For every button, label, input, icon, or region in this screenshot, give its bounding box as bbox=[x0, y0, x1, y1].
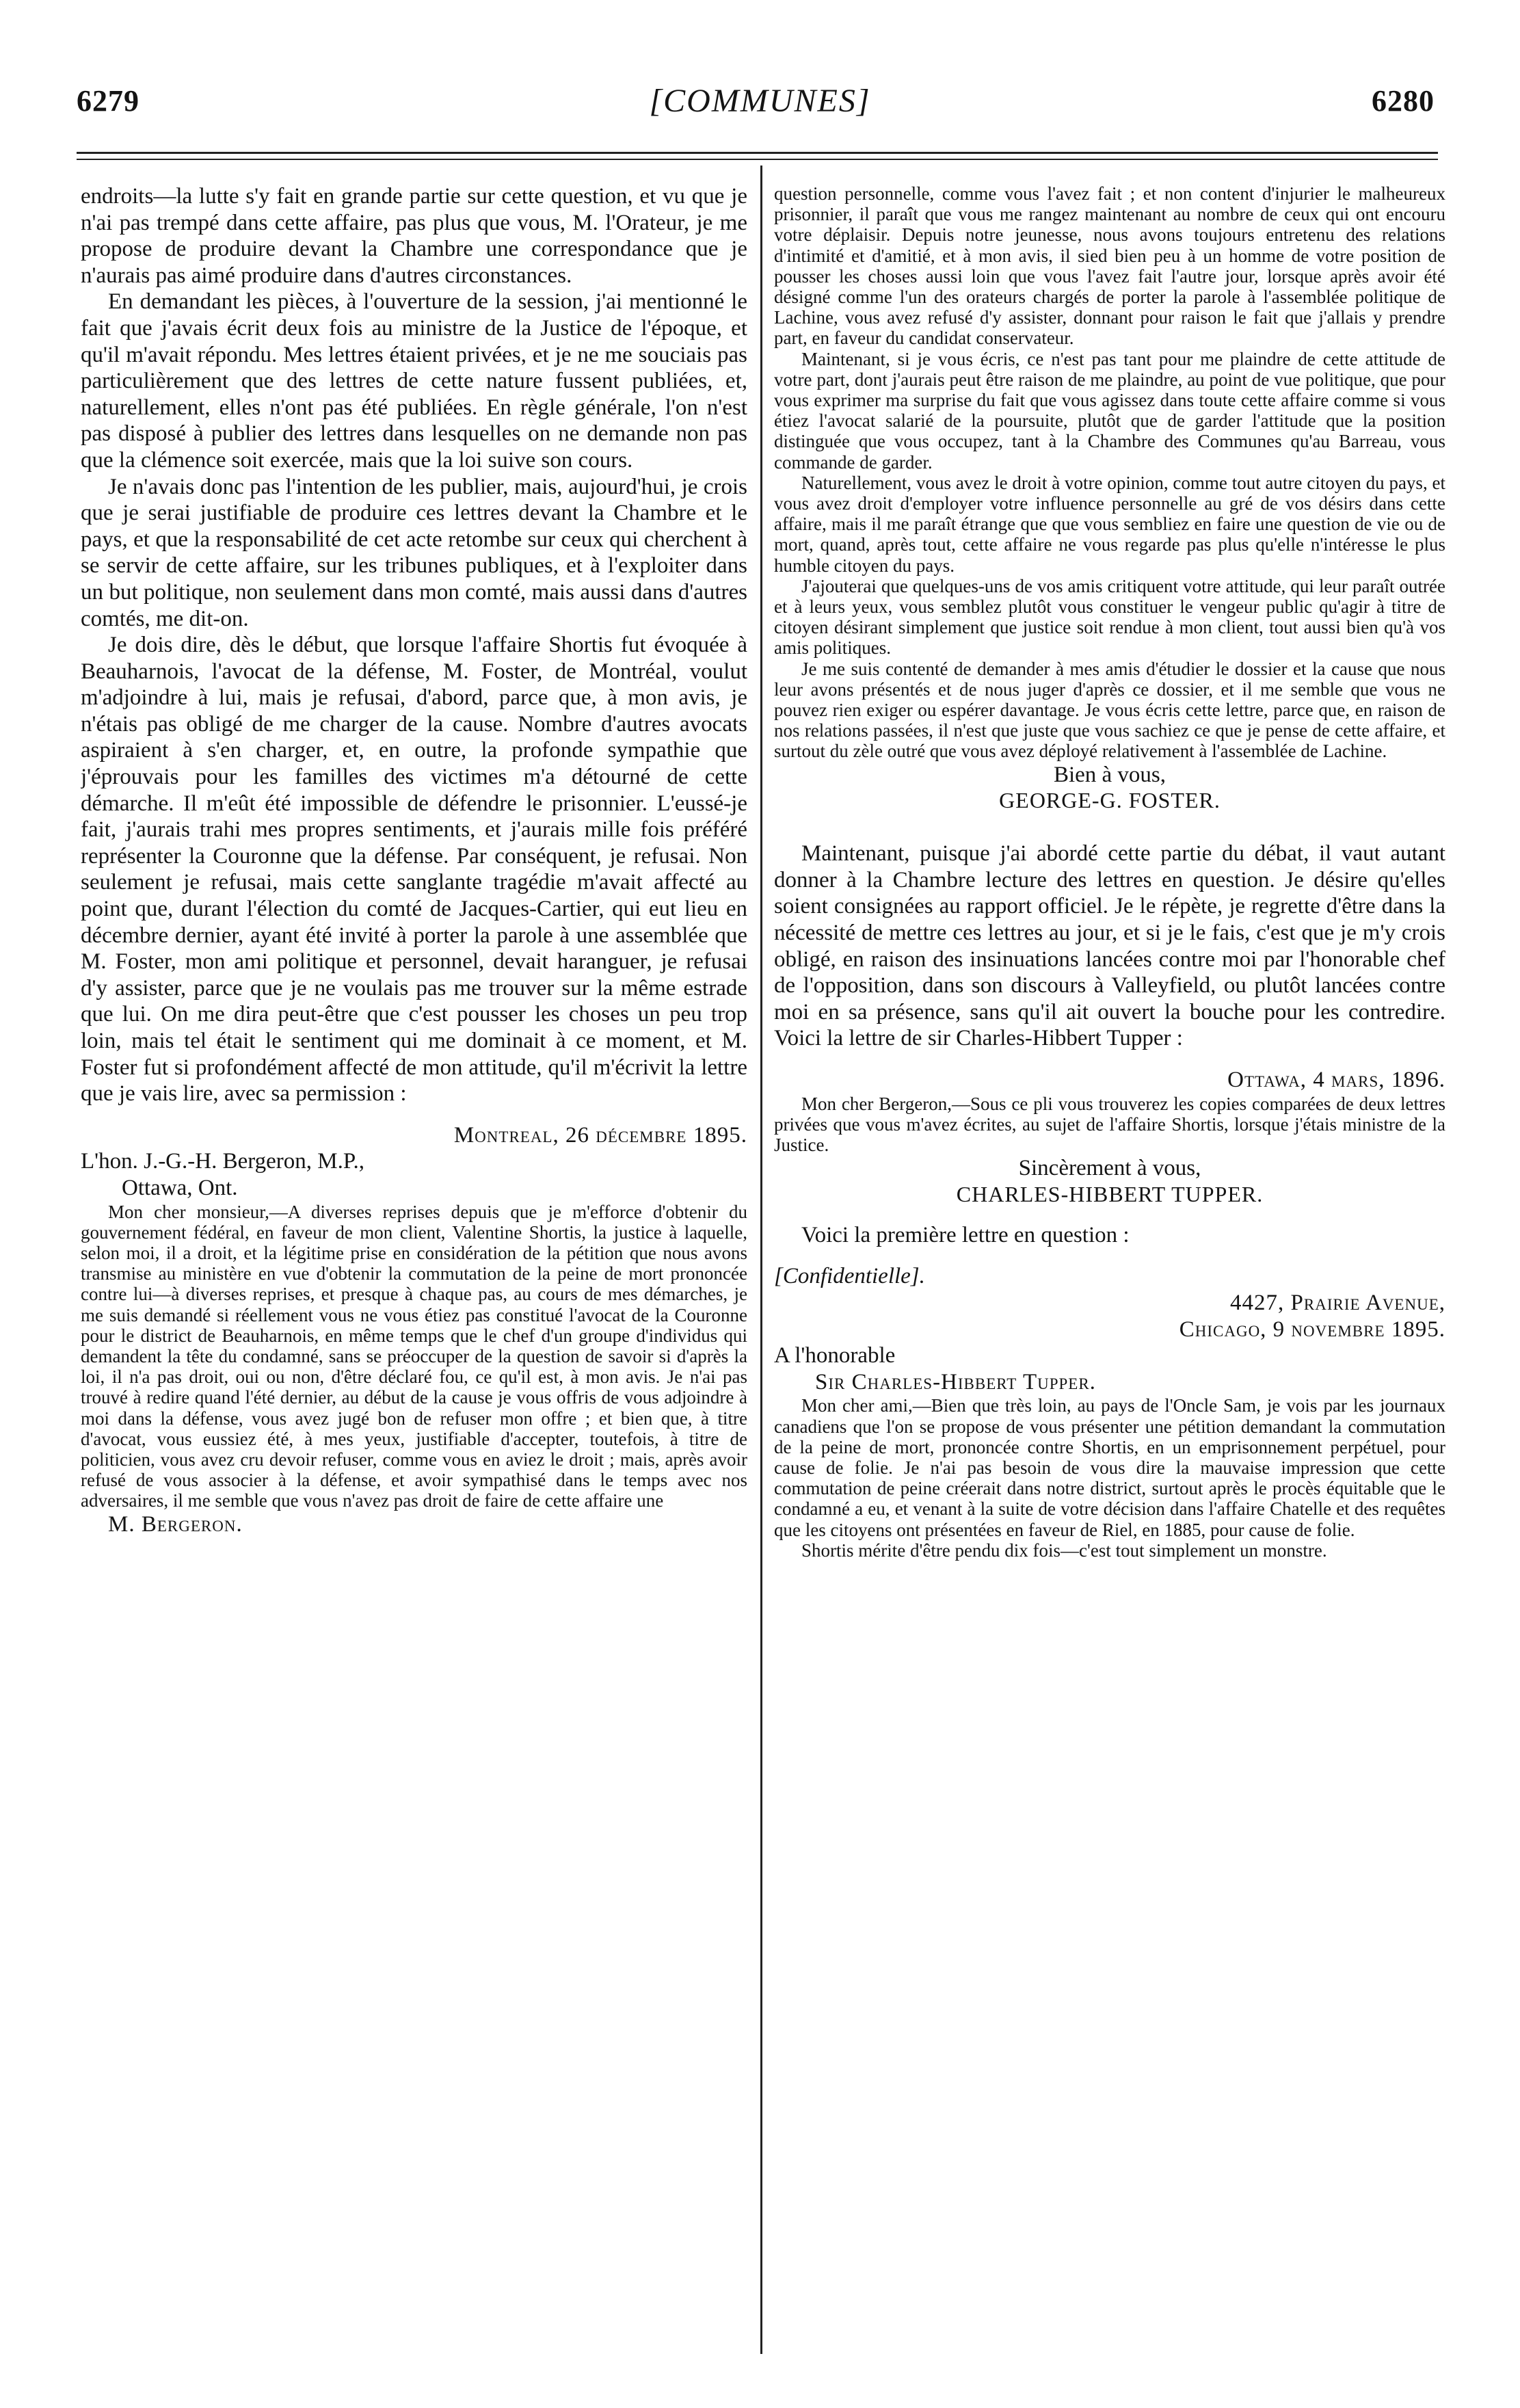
letter-body: Mon cher monsieur,—A diverses reprises depuis que je m'efforce d'obtenir du gouvernement fédéral, en faveur de mon client, Valentine Shortis, la justice à laquelle, selon moi, il a droit, et la légitime prise en considération de la pétition que nous avons transmise au ministère en vue d'obtenir la commutation de la peine de mort prononcée contre lui—à diverses reprises, et presque à chaque pas, au cours de mes démarches, je me suis demandé si réellement vous ne vous étiez pas constitué l'avocat de la Couronne pour le district de Beauharnois, en même temps que le chef d'un groupe d'individus qui demandent la tête du condamné, sans se préoccuper de la question de savoir si d'après la loi, il n'a pas droit, oui ou non, d'être déclaré fou, ce qu'il est, à mon avis. Je n'ai pas trouvé à redire quand l'été dernier, au début de la cause je vous offris de vous adjoindre à moi dans la défense, vous avez jugé bon de refuser mon offre ; et bien que, à titre d'avocat, vous eussiez été, à mes yeux, justifiable d'accepter, toutefois, à titre de politicien, vous avez cru devoir refuser, comme vous en aviez le droit ; mais, après avoir refusé de vous associer à la défense, et avoir sympathisé dans le temps avec nos adversaires, il me semble que vous n'avez pas droit de faire de cette affaire une bbox=[81, 1201, 747, 1511]
letter-dateline: Chicago, 9 novembre 1895. bbox=[1179, 1317, 1445, 1342]
letter-signature: GEORGE-G. FOSTER. bbox=[999, 788, 1221, 813]
paragraph: Je n'avais donc pas l'intention de les publier, mais, aujourd'hui, je crois que je serai justifiable de produire ces lettres devant la Chambre et le pays, et que la responsabilité de cet acte retombe sur ceux qui cherchent à se servir de cette affaire, sur les tribunes publiques, et à l'exploiter dans un but politique, non seulement dans mon comté, mais aussi dans d'autres comtés, me dit-on. bbox=[81, 474, 747, 631]
letter-body: Maintenant, si je vous écris, ce n'est pas tant pour me plaindre de cette attitude de votre part, dont j'aurais peut être raison de me plaindre, au point de vue politique, que pour vous exprimer ma surprise du fait que vous agissez dans toute cette affaire comme si vous étiez l'avocat salarié de la poursuite, plutôt que de garder l'attitude que la position distinguée que vous occupez, tant à la Chambre des Communes qu'au Barreau, vous commande de garder. bbox=[774, 348, 1445, 473]
letter-addressee: A l'honorable bbox=[774, 1343, 896, 1368]
page-header bbox=[0, 0, 1520, 157]
letter-dateline: Montreal, 26 décembre 1895. bbox=[453, 1122, 747, 1148]
letter-body: question personnelle, comme vous l'avez fait ; et non content d'injurier le malheureux prisonnier, il paraît que vous me rangez maintenant au nombre de ceux qui ont encouru votre déplaisir. Depuis notre jeunesse, nous avons toujours entretenu des relations d'intimité et d'amitié, et à mon avis, il sied bien peu à un homme de votre position de pousser les choses aussi loin que vous l'avez fait l'autre jour, lorsque après avoir été désigné comme l'un des orateurs chargés de porter la parole à l'assemblée politique de Lachine, vous avez refusé d'y assister, donnant pour raison le fait que j'allais y prendre part, en faveur du candidat conservateur. bbox=[774, 183, 1445, 349]
letter-addressee-city: Ottawa, Ont. bbox=[122, 1175, 238, 1200]
paragraph: endroits—la lutte s'y fait en grande partie sur cette question, et vu que je n'ai pas trempé dans cette affaire, pas plus que vous, M. l'Orateur, je me propose de produire devant la Chambre une correspondance que je n'aurais pas aimé produire dans d'autres circonstances. bbox=[81, 184, 747, 288]
letter-closing: Bien à vous, bbox=[1053, 762, 1166, 787]
letter-address: 4427, Prairie Avenue, bbox=[1230, 1291, 1445, 1316]
column-divider bbox=[760, 166, 762, 2354]
running-title: [COMMUNES] bbox=[649, 83, 871, 119]
left-column bbox=[81, 183, 747, 2385]
paragraph: En demandant les pièces, à l'ouverture de la session, j'ai mentionné le fait que j'avais écrit deux fois au ministre de la Justice de l'époque, et qu'il m'avait répondu. Mes lettres étaient privées, et je ne me souciais pas particulièrement que des lettres de cette nature fussent publiées, et, naturellement, elles n'ont pas été publiées. En règle générale, l'on n'est pas disposé à publier des lettres dans lesquelles on ne demande non pas que la clémence soit exercée, mais que la loi suive son cours. bbox=[81, 289, 747, 473]
paragraph: Maintenant, puisque j'ai abordé cette partie du débat, il vaut autant donner à la Chambre lecture des lettres en question. Je désire qu'elles soient consignées au rapport officiel. Je le répète, je regrette d'être dans la nécessité de mettre ces lettres au jour, et si je le fais, c'est que je m'y crois obligé, en raison des insinuations lancées contre moi par l'honorable chef de l'opposition, dans son discours à Valleyfield, ou plutôt lancées contre moi en sa présence, sans qu'il ait ouvert la bouche pour les contredire. Voici la lettre de sir Charles-Hibbert Tupper : bbox=[774, 841, 1445, 1051]
right-column bbox=[774, 183, 1445, 2385]
header-rule-secondary bbox=[77, 159, 1438, 160]
letter-marking: [Confidentielle]. bbox=[774, 1264, 925, 1289]
header-rule bbox=[77, 152, 1438, 154]
letter-dateline: Ottawa, 4 mars, 1896. bbox=[1227, 1068, 1445, 1093]
letter-body: Naturellement, vous avez le droit à votre opinion, comme tout autre citoyen du pays, et vous avez droit d'employer votre influence personnelle au gré de vos désirs dans cette affaire, mais il me paraît étrange que que vous sembliez en faire une question de vie ou de mort, quand, après tout, cette affaire ne vous regarde pas plus qu'elle n'intéresse le plus humble citoyen du pays. bbox=[774, 472, 1445, 576]
letter-addressee-name: Sir Charles-Hibbert Tupper. bbox=[815, 1369, 1096, 1394]
letter-body: Shortis mérite d'être pendu dix fois—c'est tout simplement un monstre. bbox=[801, 1539, 1327, 1561]
letter-body: Mon cher Bergeron,—Sous ce pli vous trouverez les copies comparées de deux lettres privées que vous m'avez écrites, au sujet de l'affaire Shortis, lorsque j'étais ministre de la Justice. bbox=[774, 1093, 1445, 1156]
paragraph: Je dois dire, dès le début, que lorsque l'affaire Shortis fut évoquée à Beauharnois, l'avocat de la défense, M. Foster, de Montréal, voulut m'adjoindre à lui, mais je refusai, d'abord, parce que, à mon avis, je n'étais pas obligé de me charger de la cause. Nombre d'autres avocats aspiraient à s'en charger, et, en outre, la profonde sympathie que j'éprouvais pour les familles des victimes m'a détourné de cette démarche. Il m'eût été impossible de défendre le prisonnier. L'eussé-je fait, j'aurais trahi mes propres sentiments, et j'aurais mille fois préféré représenter la Couronne que la défense. Par conséquent, je refusai. Non seulement je refusai, mais cette sanglante tragédie m'avait affecté au point que, durant l'élection du comté de Jacques-Cartier, qui eut lieu en décembre dernier, ayant été invité à porter la parole à une assemblée que M. Foster, mon ami politique et personnel, devait haranguer, je refusai d'y assister, parce que je ne voulais pas me trouver sur la même estrade que lui. On me dira peut-être que c'est pousser les choses un peu trop loin, mais tel était le sentiment qui me dominait à ce moment, et M. Foster fut si profondément affecté de mon attitude, qu'il m'écrivit la lettre que je vais lire, avec sa permission : bbox=[81, 633, 747, 1107]
letter-body: J'ajouterai que quelques-uns de vos amis critiquent votre attitude, qui leur paraît outrée et à leurs yeux, vous semblez plutôt vous constituer le vengeur public qu'agir à titre de citoyen désirant simplement que justice soit rendue à mon client, tout aussi bien qu'à vos amis politiques. bbox=[774, 575, 1445, 659]
letter-body: Mon cher ami,—Bien que très loin, au pays de l'Oncle Sam, je vois par les journaux canadiens que l'on se propose de vous présenter une pétition demandant la commutation de la peine de mort, prononcée contre Shortis, en un emprisonnement perpétuel, pour cause de folie. Je n'ai pas besoin de vous dire la mauvaise impression que cette commutation de peine créerait dans notre district, surtout après le procès équitable que le condamné a eu, et venant à la suite de votre décision dans l'affaire Chatelle et des requêtes que les citoyens ont présentées en faveur de Riel, en 1885, pour cause de folie. bbox=[774, 1395, 1445, 1540]
paragraph: Voici la première lettre en question : bbox=[801, 1222, 1130, 1247]
letter-signature: CHARLES-HIBBERT TUPPER. bbox=[956, 1181, 1264, 1206]
letter-body: Je me suis contenté de demander à mes amis d'étudier le dossier et la cause que nous leur avons présentés et de nous juger d'après ce dossier, et il me semble que vous ne pouvez rien exiger ou espérer davantage. Je vous écris cette lettre, parce que, en raison de nos relations passées, il n'est que juste que vous sachiez ce que je pense de cette affaire, et surtout du zèle outré que vous avez déployé relativement à l'assemblée de Lachine. bbox=[774, 658, 1445, 762]
page-number-right: 6280 bbox=[1372, 84, 1435, 118]
letter-closing: Sincèrement à vous, bbox=[1018, 1156, 1201, 1181]
letter-addressee: L'hon. J.-G.-H. Bergeron, M.P., bbox=[81, 1149, 365, 1174]
speaker-name: M. Bergeron. bbox=[108, 1511, 243, 1537]
page-number-left: 6279 bbox=[77, 84, 139, 118]
